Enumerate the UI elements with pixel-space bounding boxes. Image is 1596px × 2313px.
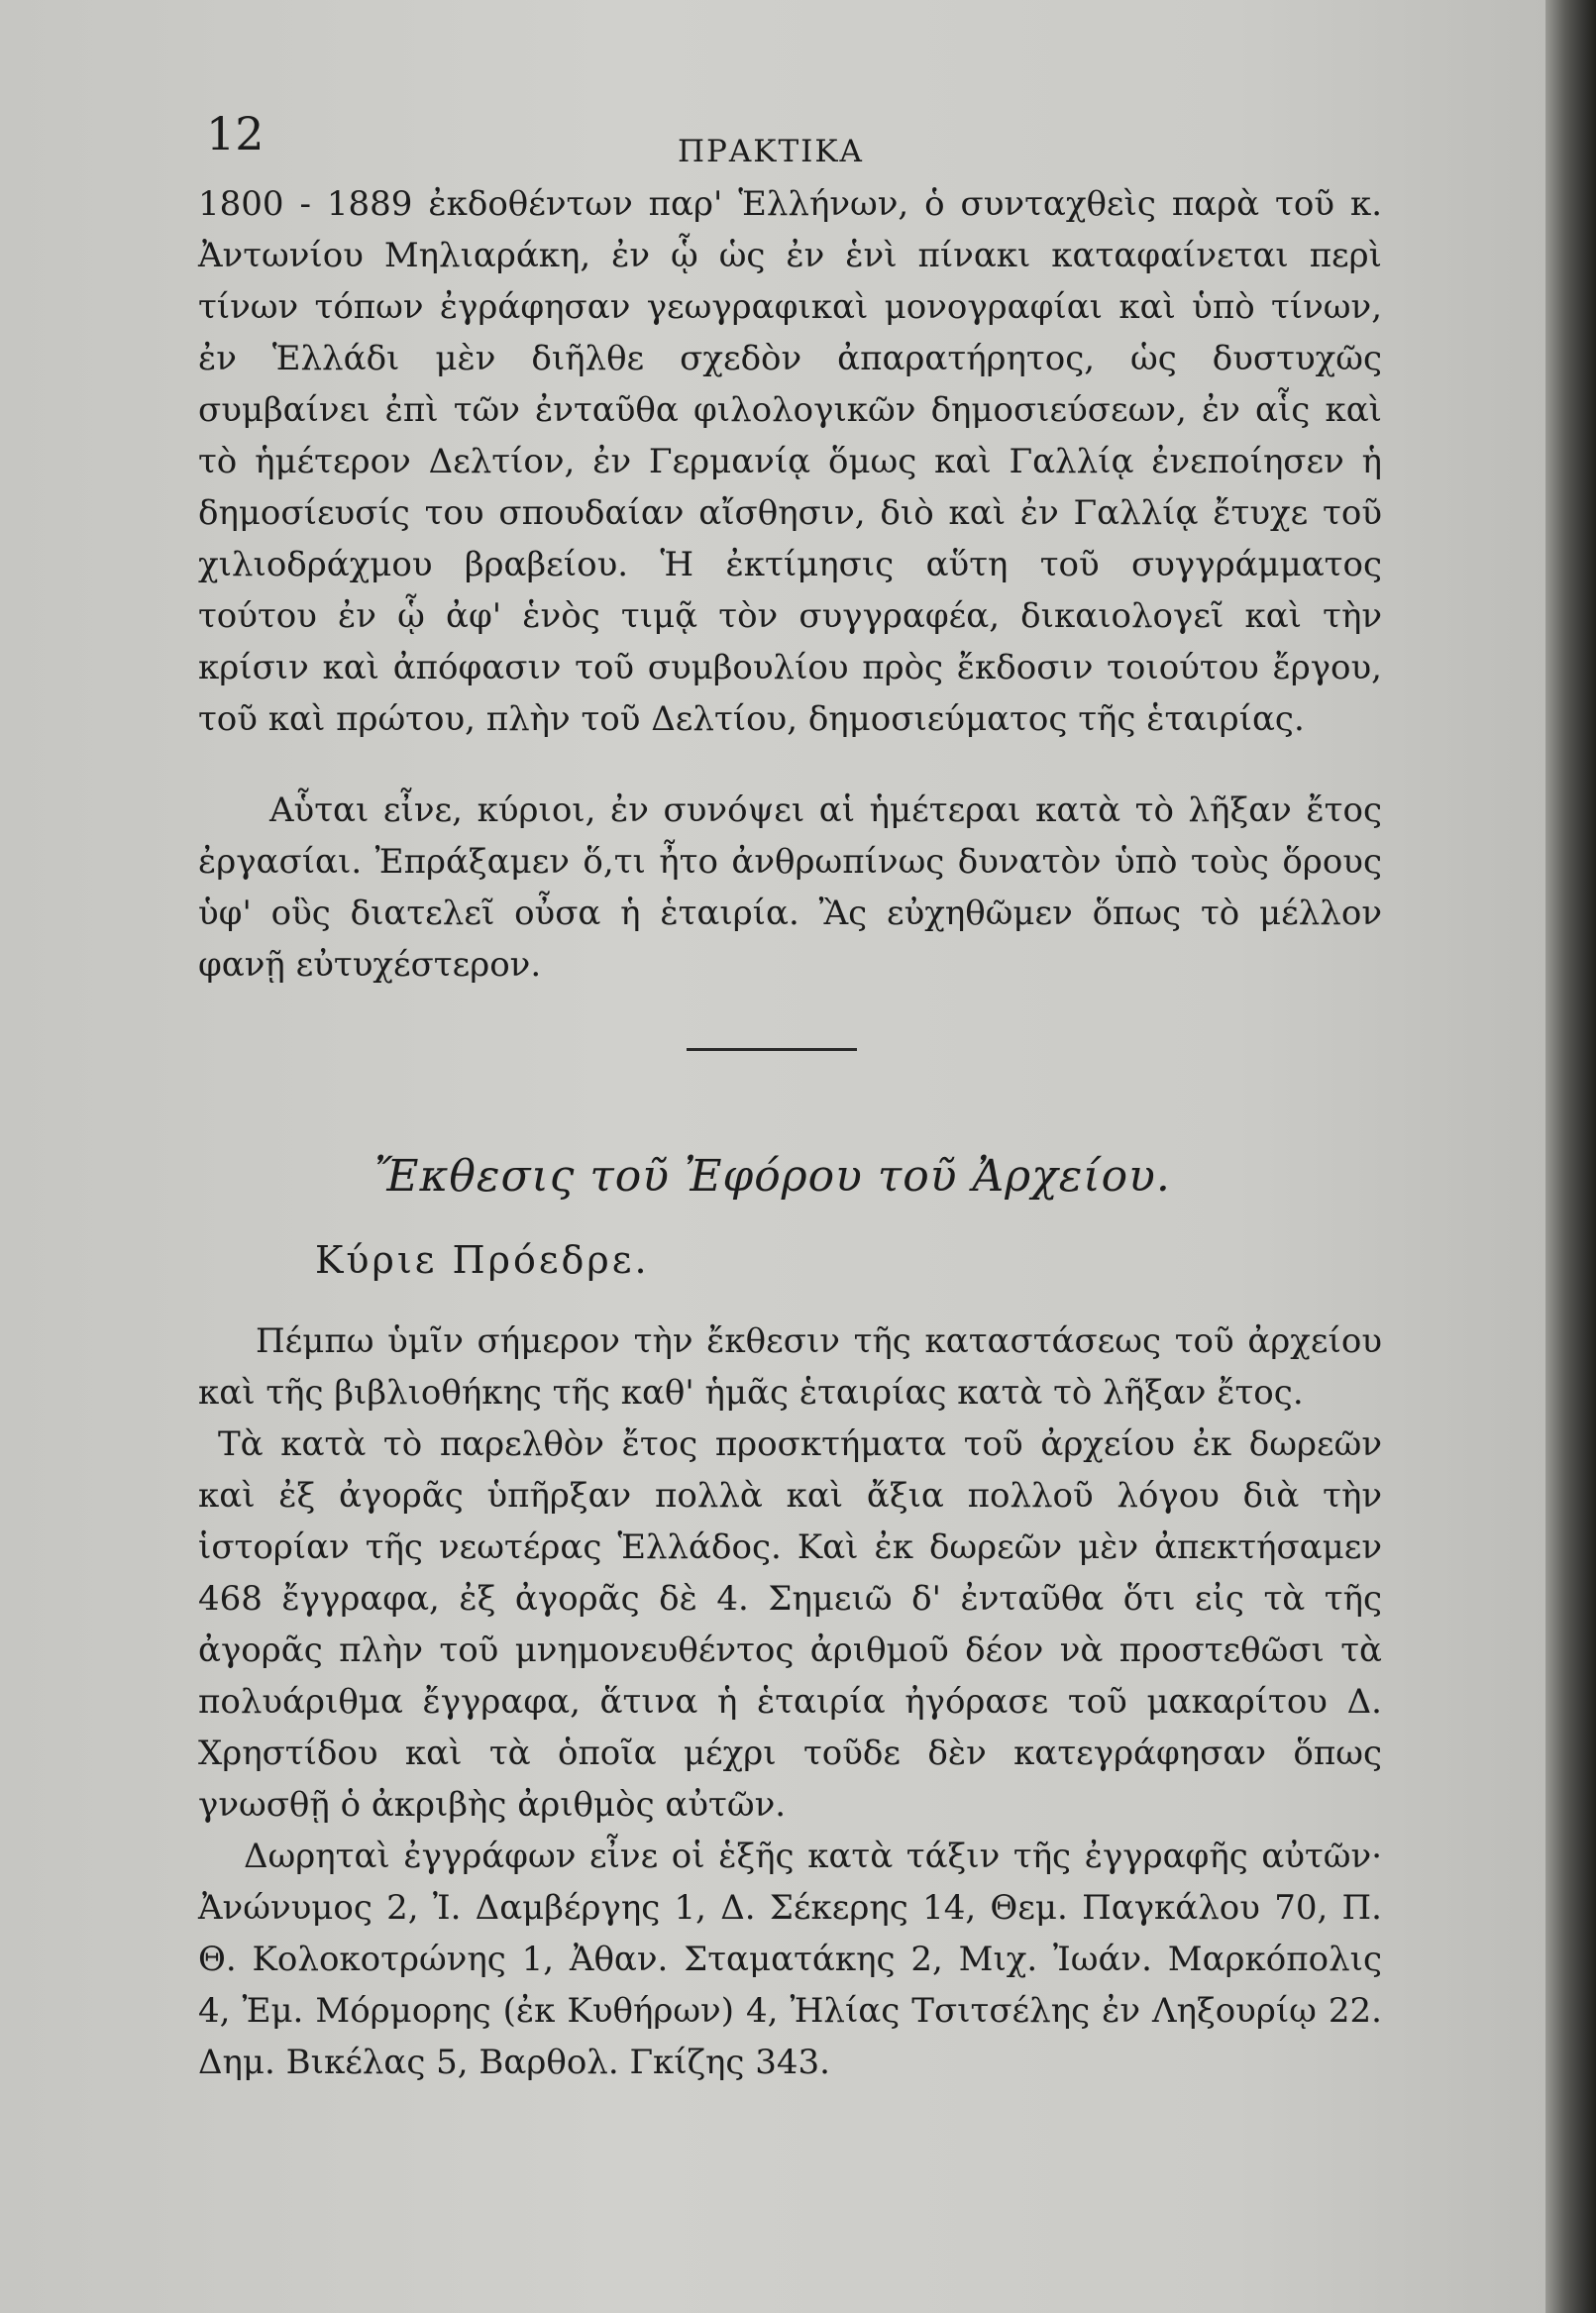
section-title: Ἔκθεσις τοῦ Ἐφόρου τοῦ Ἀρχείου. bbox=[374, 1151, 1171, 1202]
report-body bbox=[198, 1315, 1382, 2088]
section-divider bbox=[687, 1048, 857, 1051]
paragraph: Αὗται εἶνε, κύριοι, ἐν συνόψει αἱ ἡμέτεραι κατὰ τὸ λῆξαν ἔτος ἐργασίαι. Ἐπράξαμεν ὅ,τι ἦτο ἀνθρωπίνως δυνατὸν ὑπὸ τοὺς ὅρους ὑφ' οὓς διατελεῖ οὖσα ἡ ἑταιρία. Ἂς εὐχηθῶμεν ὅπως τὸ μέλλον φανῇ εὐτυχέστερον. bbox=[198, 790, 1382, 985]
page-edge-shadow bbox=[1545, 0, 1596, 2313]
running-title: ΠΡΑΚΤΙΚΑ bbox=[678, 134, 864, 169]
salutation: Κύριε Πρόεδρε. bbox=[315, 1238, 650, 1282]
paragraph: Τὰ κατὰ τὸ παρελθὸν ἔτος προσκτήματα τοῦ ἀρχείου ἐκ δωρεῶν καὶ ἐξ ἀγορᾶς ὑπῆρξαν πολλὰ καὶ ἄξια πολλοῦ λόγου διὰ τὴν ἱστορίαν τῆς νεωτέρας Ἑλλάδος. Καὶ ἐκ δωρεῶν μὲν ἀπεκτήσαμεν 468 ἔγγραφα, ἐξ ἀγορᾶς δὲ 4. Σημειῶ δ' ἐνταῦθα ὅτι εἰς τὰ τῆς ἀγορᾶς πλὴν τοῦ μνημονευθέντος ἀριθμοῦ δέον νὰ προστεθῶσι τὰ πολυάριθμα ἔγγραφα, ἅτινα ἡ ἑταιρία ἠγόρασε τοῦ μακαρίτου Δ. Χρηστίδου καὶ τὰ ὁποῖα μέχρι τοῦδε δὲν κατεγράφησαν ὅπως γνωσθῇ ὁ ἀκριβὴς ἀριθμὸς αὐτῶν. bbox=[198, 1424, 1382, 1825]
page-number: 12 bbox=[206, 107, 265, 160]
paragraph: Δωρηταὶ ἐγγράφων εἶνε οἱ ἑξῆς κατὰ τάξιν τῆς ἐγγραφῆς αὐτῶν· Ἀνώνυμος 2, Ἰ. Δαμβέργης 1, Δ. Σέκερης 14, Θεμ. Παγκάλου 70, Π. Θ. Κολοκοτρώνης 1, Ἀθαν. Σταματάκης 2, Μιχ. Ἰωάν. Μαρκόπολις 4, Ἐμ. Μόρμορης (ἐκ Κυθήρων) 4, Ἠλίας Τσιτσέλης ἐν Ληξουρίῳ 22. Δημ. Βικέλας 5, Βαρθολ. Γκίζης 343. bbox=[198, 1837, 1382, 2082]
paragraph: Πέμπω ὑμῖν σήμερον τὴν ἔκθεσιν τῆς καταστάσεως τοῦ ἀρχείου καὶ τῆς βιβλιοθήκης τῆς καθ' ἡμᾶς ἑταιρίας κατὰ τὸ λῆξαν ἔτος. bbox=[198, 1321, 1382, 1413]
paragraph: 1800 - 1889 ἐκδοθέντων παρ' Ἑλλήνων, ὁ συνταχθεὶς παρὰ τοῦ κ. Ἀντωνίου Μηλιαράκη, ἐν ᾧ ὡς ἐν ἑνὶ πίνακι καταφαίνεται περὶ τίνων τόπων ἐγράφησαν γεωγραφικαὶ μονογραφίαι καὶ ὑπὸ τίνων, ἐν Ἑλλάδι μὲν διῆλθε σχεδὸν ἀπαρατήρητος, ὡς δυστυχῶς συμβαίνει ἐπὶ τῶν ἐνταῦθα φιλολογικῶν δημοσιεύσεων, ἐν αἷς καὶ τὸ ἡμέτερον Δελτίον, ἐν Γερμανίᾳ ὅμως καὶ Γαλλίᾳ ἐνεποίησεν ἡ δημοσίευσίς του σπουδαίαν αἴσθησιν, διὸ καὶ ἐν Γαλλίᾳ ἔτυχε τοῦ χιλιοδράχμου βραβείου. Ἡ ἐκτίμησις αὕτη τοῦ συγγράμματος τούτου ἐν ᾧ ἀφ' ἑνὸς τιμᾷ τὸν συγγραφέα, δικαιολογεῖ καὶ τὴν κρίσιν καὶ ἀπόφασιν τοῦ συμβουλίου πρὸς ἔκδοσιν τοιούτου ἔργου, τοῦ καὶ πρώτου, πλὴν τοῦ Δελτίου, δημοσιεύματος τῆς ἑταιρίας. bbox=[198, 184, 1382, 739]
